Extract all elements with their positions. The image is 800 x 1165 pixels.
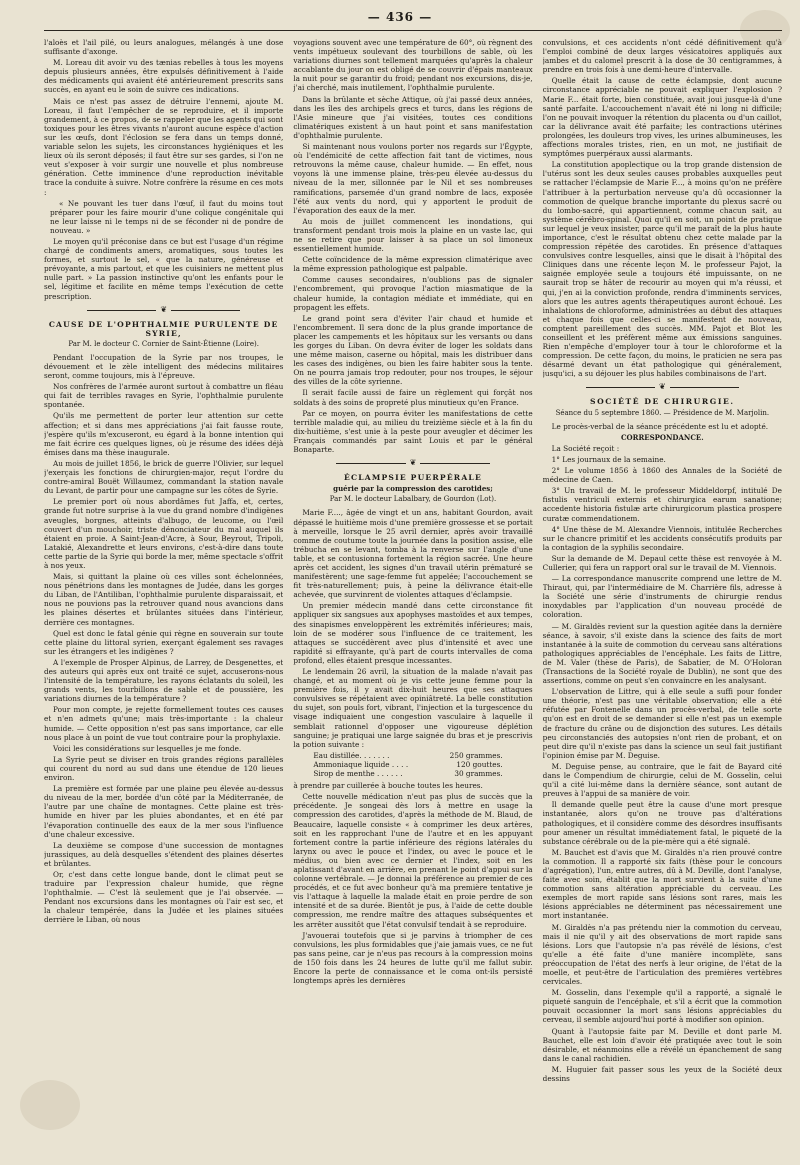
paragraph: Le procès-verbal de la séance précédente est lu et adopté. [551, 421, 769, 431]
paragraph: La première est formée par une plaine peu élevée au-dessus du niveau de la mer, bordée d'un côté par la Méditerranée, de l'autre par une chaîne de montagnes. Cette plaine est très-humide en hiver par les pluies abondantes, et en été par l'évaporation continuelle des eaux de la mer sous l'influence d'une chaleur excessive. [44, 784, 284, 839]
column-2 [293, 38, 532, 1148]
paragraph: L'observation de Littre, qui à elle seule a suffi pour fonder une théorie, n'est pas une véritable observation; elle a été réfutée par Fontenelle dans un procès-verbal, de telle sorte qu'on est en droit de se demander si elle n'est pas un exemple de fracture du crâne ou de disjonction des sutures. Les détails peu circonstanciés des autopsies n'ont rien de probant, et on peut dire qu'il n'existe pas dans la science un seul fait justifiant l'opinion émise par M. Deguise. [542, 687, 782, 760]
paragraph: — M. Giraldès revient sur la question agitée dans la dernière séance, à savoir, s'il existe dans la science des faits de mort instantanée à la suite de commotion du cerveau sans altérations pathologiques appréciables de l'encéphale. Les faits de Littre, de M. Valer (thèse de Paris), de Sabatier, de M. O'Holoran (Transactions de la Société royale de Dublin), ne sont que des assertions, comme on peut s'en convaincre en les analysant. [542, 621, 782, 686]
paragraph: M. Huguier fait passer sous les yeux de la Société deux dessins [542, 1064, 782, 1084]
paragraph: 3° Un travail de M. le professeur Middeldorpf, intitulé De fistulis ventriculi externis et chirurgica earum sanatione; accedente historia fistulæ arte chirurgicorum plastica prospere curatæ commendationem. [542, 486, 782, 523]
paragraph: Le moyen qu'il préconise dans ce but est l'usage d'un régime chargé de condiments amers, aromatiques, sous toutes les formes, et surtout le sel, « que la nature, généreuse et prévoyante, a mis partout, et que les cuisiniers ne mettent plus nulle part. » La passion instinctive qu'ont les enfants pour le sel, légitime et facilite en même temps l'exécution de cette prescription. [44, 236, 284, 301]
section-author: Par M. le docteur C. Cornier de Saint-Étienne (Loire). [68, 339, 259, 348]
paragraph: Cette nouvelle médication n'eut pas plus de succès que la précédente. Je songeai dès lors à mettre en usage la compression des carotides, d'après la méthode de M. Blaud, de Beaucaire, laquelle consiste « à comprimer les deux artères, soit en les rapprochant l'une de l'autre et en les appuyant fortement contre la partie inférieure des régions latérales du larynx ou avec le pouce et l'index, ou avec le pouce et le médius, ou bien avec ce dernier et l'index, soit en les aplatissant d'avant en arrière, en prenant le point d'appui sur la colonne vertébrale. — Je donnai la préférence au premier de ces procédés, et ce fut avec bonheur qu'à ma première tentative je vis l'attaque à laquelle la malade était en proie perdre de son intensité et de sa durée. Bientôt je pus, à l'aide de cette double compression, me rendre maître des attaques subséquentes et les arrêter aussitôt que l'état convulsif tendait à se reproduire. [293, 792, 533, 929]
paragraph: 2° Le volume 1856 à 1860 des Annales de la Société de médecine de Caen. [542, 466, 782, 485]
paragraph: Qu'ils me permettent de porter leur attention sur cette affection; et si dans mes appréciations j'ai fait fausse route, j'espère qu'ils m'excuseront, eu égard à la bonne intention qui me fait écrire ces quelques lignes, où je résume des idées déjà émises dans ma thèse inaugurale. [44, 411, 284, 457]
paragraph: La deuxième se compose d'une succession de montagnes jurassiques, au delà desquelles s'étendent des plaines désertes et brûlantes. [44, 840, 284, 868]
section-title-eclampsie: ÉCLAMPSIE PUERPÉRALE [344, 473, 482, 483]
paragraph: 4° Une thèse de M. Alexandre Viennois, intitulée Recherches sur le chancre primitif et les accidents consécutifs produits par la contagion de la syphilis secondaire. [542, 524, 782, 552]
prescription-row [313, 760, 532, 769]
paragraph: Il serait facile aussi de faire un règlement qui forçât nos soldats à des soins de propreté plus minutieux qu'en France. [293, 388, 533, 407]
paragraph: Dans la brûlante et sèche Attique, où j'ai passé deux années, dans les îles des archipels grecs et turcs, dans les régions de l'Asie mineure que j'ai visitées, toutes ces conditions climatériques existent à un haut point et sans manifestation d'ophthalmie purulente. [293, 94, 533, 140]
paragraph: Comme causes secondaires, n'oublions pas de signaler l'encombrement, qui provoque l'action miasmatique de la chaleur humide, la contagion médiate et immédiate, qui en propagent les effets. [293, 275, 533, 312]
paragraph: Si maintenant nous voulons porter nos regards sur l'Égypte, où l'endémicité de cette affection fait tant de victimes, nous retrouvons la même cause, chaleur humide. — En effet, nous voyons là une immense plaine, très-peu élevée au-dessus du niveau de la mer, sillonnée par le Nil et ses nombreuses ramifications, parsemée d'un grand nombre de lacs, exposée l'été aux vents du nord, qui y apportent le produit de l'évaporation des eaux de la mer. [293, 142, 533, 215]
section-title-ophthalmie: CAUSE DE L'OPHTHALMIE PURULENTE DE SYRIE, [48, 319, 279, 338]
paragraph: M. Giraldès n'a pas prétendu nier la commotion du cerveau, mais il nie qu'il y ait des observations de mort rapide sans lésions. Lors que l'autopsie n'a pas révélé de lésions, c'est qu'elle a été faite d'une manière incomplète, sans préoccupation de l'état des nerfs à leur origine, de l'état de la moelle, et peut-être de l'articulation des premières vertèbres cervicales. [542, 922, 782, 987]
paragraph: Quelle était la cause de cette éclampsie, dont aucune circonstance appréciable ne pouvait expliquer l'explosion ? Marie F... était forte, bien constituée, avait joui jusque-là d'une santé parfaite. L'accouchement n'avait été ni long ni difficile; l'on ne pouvait invoquer la rétention du placenta ou d'un caillot, car la délivrance avait été parfaite; les contractions utérines prolongées, les douleurs trop vives, les urines albumineuses, les affections morales tristes, rien, en un mot, ne justifiait de symptômes puerpéraux aussi alarmants. [542, 76, 782, 159]
column-1 [44, 38, 283, 1148]
paragraph: Or, c'est dans cette longue bande, dont le climat peut se traduire par l'expression chaleur humide, que règne l'ophthalmie. — C'est là seulement que je l'ai observée. — Pendant nos excursions dans les montagnes où l'air est sec, et la chaleur tempérée, dans la Judée et les plaines situées derrière le Liban, où nous [44, 869, 284, 925]
prescription-row [313, 751, 532, 760]
paragraph: M. Bauchet est d'avis que M. Giraldès n'a rien prouvé contre la commotion. Il a rapporté six faits (thèse pour le concours d'agrégation), l'un, entre autres, dû à M. Deville, dont l'analyse, faite avec soin, établit que la mort survient à la suite d'une commotion sans altération appréciable du cerveau. Les exemples de mort rapide sans lésions sont rares, mais les lésions appréciables ne déterminent pas nécessairement une mort instantanée. [542, 847, 782, 921]
paragraph: M. Gosselin, dans l'exemple qu'il a rapporté, a signalé le piqueté sanguin de l'encéphale, et s'il a écrit que la commotion pouvait occasionner la mort sans lésions appréciables du cerveau, il semble aujourd'hui porté à modifier son opinion. [542, 988, 782, 1025]
paragraph: Un premier médecin mandé dans cette circonstance fit appliquer six sangsues aux apophyses mastoïdes et aux tempes, des sinapismes enveloppèrent les extrémités inférieures; mais, loin de se modérer sous l'influence de ce traitement, les attaques se succédèrent avec plus d'intensité et avec une rapidité si effrayante, qu'à part de courts intervalles de coma profond, elles étaient presque incessantes. [293, 601, 533, 665]
paragraph: à prendre par cuillerée à bouche toutes les heures. [293, 781, 483, 791]
paragraph: Le lendemain 26 avril, la situation de la malade n'avait pas changé, et au moment où je vis cette jeune femme pour la première fois, il y avait dix-huit heures que ses attaques convulsives se répétaient avec opiniâtreté. La belle constitution du sujet, son pouls fort, vibrant, l'injection et la turgescence du visage indiquaient une congestion vasculaire à laquelle il semblait rationnel d'opposer une vigoureuse déplétion sanguine; je pratiquai une large saignée du bras et je prescrivis la potion suivante : [293, 667, 533, 749]
paragraph: J'avouerai toutefois que si je parvins à triompher de ces convulsions, les plus formidables que j'aie jamais vues, ce ne fut pas sans peine, car je n'eus pas recours à la compression moins de 150 fois dans les 24 heures de lutte qu'il me fallut subir. Encore la perte de connaissance et le coma ont-ils persisté longtemps après les dernières [293, 930, 533, 986]
text-columns [44, 30, 782, 1148]
paragraph: M. Deguise pense, au contraire, que le fait de Bayard cité dans le Compendium de chirurgie, celui de M. Gosselin, celui qu'il a cité lui-même dans la dernière séance, sont autant de preuves à l'appui de sa manière de voir. [542, 761, 782, 799]
section-author: Par M. le docteur Labalbary, de Gourdon (Lot). [329, 495, 497, 504]
paragraph: La Syrie peut se diviser en trois grandes régions parallèles qui courent du nord au sud dans une étendue de 120 lieues environ. [44, 754, 284, 783]
paragraph: Pour mon compte, je rejette formellement toutes ces causes et n'en admets qu'une; mais très-importante : la chaleur humide. — Cette opposition n'est pas sans importance, car elle nous place à un point de vue tout contraire pour la prophylaxie. [44, 705, 284, 742]
paragraph: Nos confrères de l'armée auront surtout à combattre un fléau qui fait de terribles ravages en Syrie, l'ophthalmie purulente spontanée. [44, 382, 284, 410]
paragraph: voyagions souvent avec une température de 60°, où règnent des vents impétueux soulevant des tourbillons de sable, où les variations diurnes sont tellement marquées qu'après la chaleur accablante du jour on est obligé de se couvrir d'épais manteaux la nuit pour se garantir du froid; pendant nos excursions, dis-je, j'ai cherché, mais inutilement, l'ophthalmie purulente. [293, 38, 533, 93]
paragraph: A l'exemple de Prosper Alpinus, de Larrey, de Desgenettes, et des auteurs qui après eux ont traité ce sujet, accuserons-nous l'intensité de la température, les rayons éclatants du soleil, les grands vents, les tourbillons de sable et de poussière, les variations diurnes de la température ? [44, 657, 284, 704]
header-rule [44, 30, 782, 31]
paragraph: La constitution apoplectique ou la trop grande distension de l'utérus sont les deux seules causes probables auxquelles peut se rattacher l'éclampsie de Marie F..., à moins qu'on ne préfère l'attribuer à la perturbation nerveuse qu'a dû occasionner la commotion de quelque branche importante du plexus sacré ou du lombo-sacré, qui appartiennent, comme chacun sait, au système cérébro-spinal. Quoi qu'il en soit, un point de pratique sur lequel je veux insister, parce qu'il me paraît de la plus haute importance, c'est le résultat obtenu chez cette malade par la compression répétée des carotides. En présence d'attaques convulsives contre lesquelles, ainsi que le disait à l'hôpital des Cliniques dans une récente leçon M. le professeur Pajot, la saignée employée seule a toujours été impuissante, on ne saurait trop se hâter de recourir au moyen qui m'a réussi, et qui, j'en ai la conviction profonde, rendra d'imminents services, alors que les autres agents thérapeutiques auront échoué. Les inhalations de chloroforme, administrées au début des attaques et chaque fois que celles-ci se manifestent de nouveau, comptent pareillement des succès. MM. Pajot et Blot les conseillent et les préfèrent même aux émissions sanguines. Rien n'empêche d'employer tour à tour le chloroforme et la compression. De cette façon, du moins, le praticien ne sera pas désarmé devant un état pathologique qui généralement, jusqu'ici, a su déjouer les plus habiles combinaisons de l'art. [542, 160, 782, 379]
paragraph: l'aloès et l'ail pilé, ou leurs analogues, mélangés à une dose suffisante d'axonge. [44, 38, 284, 57]
paragraph: Quel est donc le fatal génie qui règne en souverain sur toute cette plaine du littoral syrien, exerçant également ses ravages sur les étrangers et les indigènes ? [44, 628, 284, 656]
ingredient-dose: 120 gouttes. [456, 759, 503, 769]
paragraph: Cette coïncidence de la même expression climatérique avec la même expression pathologique est palpable. [293, 255, 533, 274]
paragraph: — La correspondance manuscrite comprend une lettre de M. Thiraut, qui, par l'intermédiaire de M. Charrière fils, adresse à la Société une série d'instruments de chirurgie rendus inoxydables par l'application d'un nouveau procédé de coloration. [542, 574, 782, 620]
ornament-divider: ❦ [543, 382, 782, 392]
paragraph: « Ne pouvant les tuer dans l'œuf, il faut du moins tout préparer pour les faire mourir d'une colique congénitale qui ne leur laisse ni le temps ni de se féconder ni de pondre de nouveau. » [50, 198, 284, 235]
paragraph: Voici les considérations sur lesquelles je me fonde. [53, 743, 242, 753]
section-subtitle: guérie par la compression des carotides; [333, 484, 493, 494]
paragraph: Au mois de juillet commencent les inondations, qui transforment pendant trois mois la plaine en un vaste lac, qui ne se retire que pour laisser à sa place un sol limoneux essentiellement humide. [293, 216, 533, 254]
paragraph: Sur la demande de M. Depaul cette thèse est renvoyée à M. Cullerier, qui fera un rapport oral sur le travail de M. Viennois. [542, 553, 782, 572]
correspondence-heading: CORRESPONDANCE. [620, 432, 704, 442]
prescription-list [313, 751, 532, 778]
column-3 [543, 38, 782, 1148]
paragraph: Mais, si quittant la plaine où ces villes sont échelonnées, nous pénétrions dans les montagnes de Judée, dans les gorges du Liban, de l'Antiliban, l'ophthalmie purulente disparaissait, et nous ne pouvions pas la retrouver quand nous avancions dans les plaines désertes et brûlantes situées dans l'intérieur, derrière ces montagnes. [44, 572, 284, 627]
prescription-row [313, 769, 532, 778]
paragraph: Le premier port où nous abordâmes fut Jaffa, et, certes, grande fut notre surprise à la vue du grand nombre d'indigènes aveugles, borgnes, atteints d'albugo, de leucome, ou l'œil couvert d'un mouchoir, triste dénonciateur du mal auquel ils étaient en proie. A Saint-Jean-d'Acre, à Sour, Beyrout, Tripoli, Latakié, Alexandrette et leurs environs, c'est-à-dire dans toute cette partie de la Syrie qui borde la mer, même spectacle s'offrit à nos yeux. [44, 497, 284, 570]
ingredient-name: Ammoniaque liquide . . . . [313, 759, 409, 769]
ornament-divider: ❦ [293, 458, 532, 468]
ingredient-dose: 250 grammes. [449, 750, 503, 760]
paragraph: La Société reçoit : [551, 443, 620, 453]
paragraph: 1° Les journaux de la semaine. [551, 454, 666, 464]
paragraph: Marie F...., âgée de vingt et un ans, habitant Gourdon, avait dépassé le huitième mois d'une première grossesse et se portait à merveille, lorsque le 25 avril dernier, après avoir travaillé comme de coutume toute la journée dans la position assise, elle trébucha en se levant, tomba à la renverse sur l'angle d'une table, et se contusionna fortement la région sacrée. Une heure après cet accident, les signes d'un travail utérin prématuré se manifestèrent; une sage-femme fut appelée; l'accouchement se fit très-naturellement; puis, à peine la délivrance était-elle achevée, que survinrent de violentes attaques d'éclampsie. [293, 508, 533, 600]
paragraph: Pendant l'occupation de la Syrie par nos troupes, le dévouement et le zèle intelligent des médecins militaires seront, comme toujours, mis à l'épreuve. [44, 352, 284, 381]
paragraph: Mais ce n'est pas assez de détruire l'ennemi, ajoute M. Loreau, il faut l'empêcher de se reproduire, et il importe grandement, à ce propos, de se rappeler que les agents qui sont toxiques pour les êtres vivants n'auront aucune espèce d'action sur les œufs, dont l'éclosion se fera dans un temps donné, variable selon les sujets, les circonstances hygiéniques et les lieux où ils seront déposés; il faut être sur ses gardes, si l'on ne veut s'exposer à voir surgir une nouvelle et plus nombreuse génération. Cette imminence d'une reproduction inévitable trace la conduite à suivre. Notre confrère la résume en ces mots : [44, 96, 284, 197]
ornament-divider: ❦ [44, 305, 283, 315]
section-title-societe: SOCIÉTÉ DE CHIRURGIE. [589, 397, 735, 407]
ingredient-dose: 30 grammes. [454, 769, 503, 779]
paragraph: Il demande quelle peut être la cause d'une mort presque instantanée, alors qu'on ne trouve pas d'altérations pathologiques, et il considère comme des désordres insuffisants pour amener un résultat immédiatement fatal, le piqueté de la substance cérébrale ou de la pie-mère qui a été signalé. [542, 800, 782, 846]
paragraph: convulsions, et ces accidents n'ont cédé définitivement qu'à l'emploi combiné de deux larges vésicatoires appliqués aux jambes et du calomel prescrit à la dose de 30 centigrammes, à prendre en trois fois à une demi-heure d'intervalle. [542, 38, 782, 75]
ingredient-name: Eau distillée. . . . . . . [313, 750, 390, 760]
paragraph: Quant à l'autopsie faite par M. Deville et dont parle M. Bauchet, elle est loin d'avoir été pratiquée avec tout le soin désirable, et néanmoins elle a révélé un épanchement de sang dans le canal rachidien. [542, 1026, 782, 1063]
section-session: Séance du 5 septembre 1860. — Présidence de M. Marjolin. [555, 408, 770, 417]
paragraph: Au mois de juillet 1856, le brick de guerre l'Olivier, sur lequel j'exerçais les fonctions de chirurgien-major, reçut l'ordre du contre-amiral Bouët Willaumez, commandant la station navale du Levant, de partir pour une campagne sur les côtes de Syrie. [44, 458, 284, 496]
paragraph: Le grand point sera d'éviter l'air chaud et humide et l'encombrement. Il sera donc de la plus grande importance de placer les campements et les hôpitaux sur les versants ou dans les gorges du Liban. On devra éviter de loger les soldats dans une même maison, caserne ou hôpital, mais les distribuer dans les cases des indigènes, ou bien les faire habiter sous la tente. On ne pourra jamais trop redouter, pour nos troupes, le séjour des villes de la côte syrienne. [293, 313, 533, 387]
paragraph: Par ce moyen, on pourra éviter les manifestations de cette terrible maladie qui, au milieu du treizième siècle et à la fin du dix-huitième, s'est unie à la peste pour aveugler et décimer les Français commandés par saint Louis et par le général Bonaparte. [293, 408, 533, 455]
ingredient-name: Sirop de menthe . . . . . . [313, 769, 403, 779]
paragraph: M. Loreau dit avoir vu des tænias rebelles à tous les moyens depuis plusieurs années, être expulsés définitivement à l'aide des médicaments qui avaient été antérieurement prescrits sans succès, en ayant eu le soin de suivre ces indications. [44, 58, 284, 95]
page-number: — 436 — [367, 10, 433, 24]
